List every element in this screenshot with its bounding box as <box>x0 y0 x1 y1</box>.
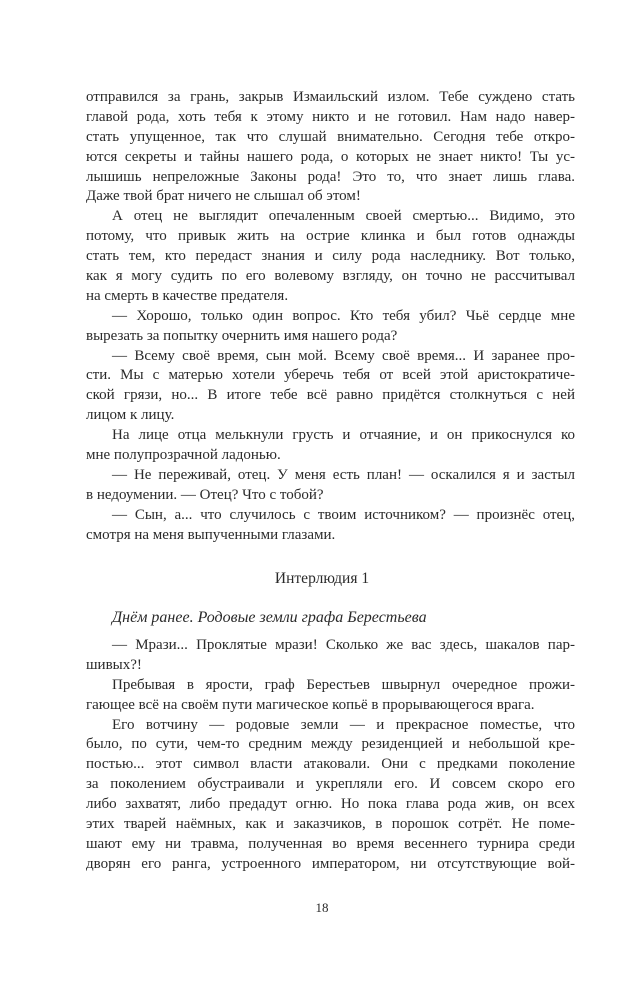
section-subtitle: Днём ранее. Родовые земли графа Берестьева <box>112 609 427 626</box>
paragraph <box>86 426 575 466</box>
text-line: — Сын, а... что случилось с твоим источником? — произнёс отец, <box>112 506 575 523</box>
paragraph <box>86 307 575 347</box>
text-line: на смерть в качестве предателя. <box>86 287 289 304</box>
text-line: А отец не выглядит опечаленным своей смертью... Видимо, это <box>112 208 575 225</box>
paragraph <box>86 207 575 306</box>
text-line: шивых?! <box>86 656 142 673</box>
text-line: вырезать за попытку очернить имя нашего рода? <box>86 327 398 344</box>
text-block-top <box>86 88 575 545</box>
text-line: мне полупрозрачной ладонью. <box>86 447 281 464</box>
text-line: сти. Мы с матерью хотели уберечь тебя от всей этой аристократиче- <box>86 367 575 384</box>
section-heading: Интерлюдия 1 <box>274 570 370 587</box>
text-line: — Мрази... Проклятые мрази! Сколько же вас здесь, шакалов пар- <box>112 637 575 653</box>
page-number: 18 <box>315 900 329 915</box>
text-line: — Всему своё время, сын мой. Всему своё время... И заранее про- <box>112 347 575 364</box>
text-line: этих тварей наёмных, как и заказчиков, в порошок сотрёт. Не поме- <box>86 816 575 833</box>
text-line: смотря на меня выпученными глазами. <box>86 526 336 543</box>
text-line: ются секреты и тайны нашего рода, о которых не знает никто! Ты ус- <box>86 148 575 165</box>
text-line: лицом к лицу. <box>86 407 175 424</box>
text-line: На лице отца мелькнули грусть и отчаяние, и он прикоснулся ко <box>112 427 575 444</box>
text-line: за поколением обустраивали и укрепляли его. И совсем скоро его <box>86 776 575 793</box>
text-block-bottom <box>86 636 575 875</box>
text-line: стать тем, кто передаст знания и силу рода наследнику. Вот только, <box>86 248 575 265</box>
text-line: отправился за грань, закрыв Измаильский излом. Тебе суждено стать <box>86 89 575 105</box>
text-line: постью... этот символ власти атаковали. Они с предками поколение <box>86 756 575 773</box>
text-line: потому, что привык жить на острие клинка и был готов однажды <box>86 228 575 245</box>
paragraph <box>86 506 575 546</box>
paragraph <box>86 676 575 716</box>
text-line: дворян его ранга, устроенного императором, ни отсутствующие вой- <box>86 855 575 872</box>
paragraph <box>86 88 575 207</box>
text-line: Пребывая в ярости, граф Берестьев швырнул очередное прожи- <box>112 676 575 693</box>
text-line: — Хорошо, только один вопрос. Кто тебя убил? Чьё сердце мне <box>112 307 575 324</box>
text-line: главой рода, хоть тебя к этому никто и не готовил. Нам надо навер- <box>86 108 575 125</box>
text-line: либо захватят, либо предадут огню. Но пока глава рода жив, он всех <box>86 796 575 813</box>
text-line: как я могу судить по его волевому взгляду, он точно не рассчитывал <box>86 268 575 285</box>
text-line: в недоумении. — Отец? Что с тобой? <box>86 486 324 503</box>
paragraph <box>86 716 575 875</box>
text-line: ской грязи, но... В итоге тебе всё равно придётся столкнуться с ней <box>86 387 575 404</box>
paragraph <box>86 466 575 506</box>
text-line: Его вотчину — родовые земли — и прекрасное поместье, что <box>112 716 575 733</box>
text-line: стать упущенное, так что слушай внимательно. Сегодня тебе откро- <box>86 128 575 145</box>
text-line: лышишь непреложные Законы рода! Это то, что знает лишь глава. <box>86 168 575 185</box>
text-line: Даже твой брат ничего не слышал об этом! <box>86 188 361 205</box>
paragraph <box>86 636 575 676</box>
text-line: было, по сути, чем-то средним между резиденцией и небольшой кре- <box>86 736 575 753</box>
paragraph <box>86 347 575 427</box>
text-line: шают ему ни травма, полученная во время весеннего турнира среди <box>86 835 575 852</box>
text-line: — Не переживай, отец. У меня есть план! — оскалился я и застыл <box>112 466 575 483</box>
text-line: гающее всё на своём пути магическое копьё в прорывающегося врага. <box>86 696 535 713</box>
